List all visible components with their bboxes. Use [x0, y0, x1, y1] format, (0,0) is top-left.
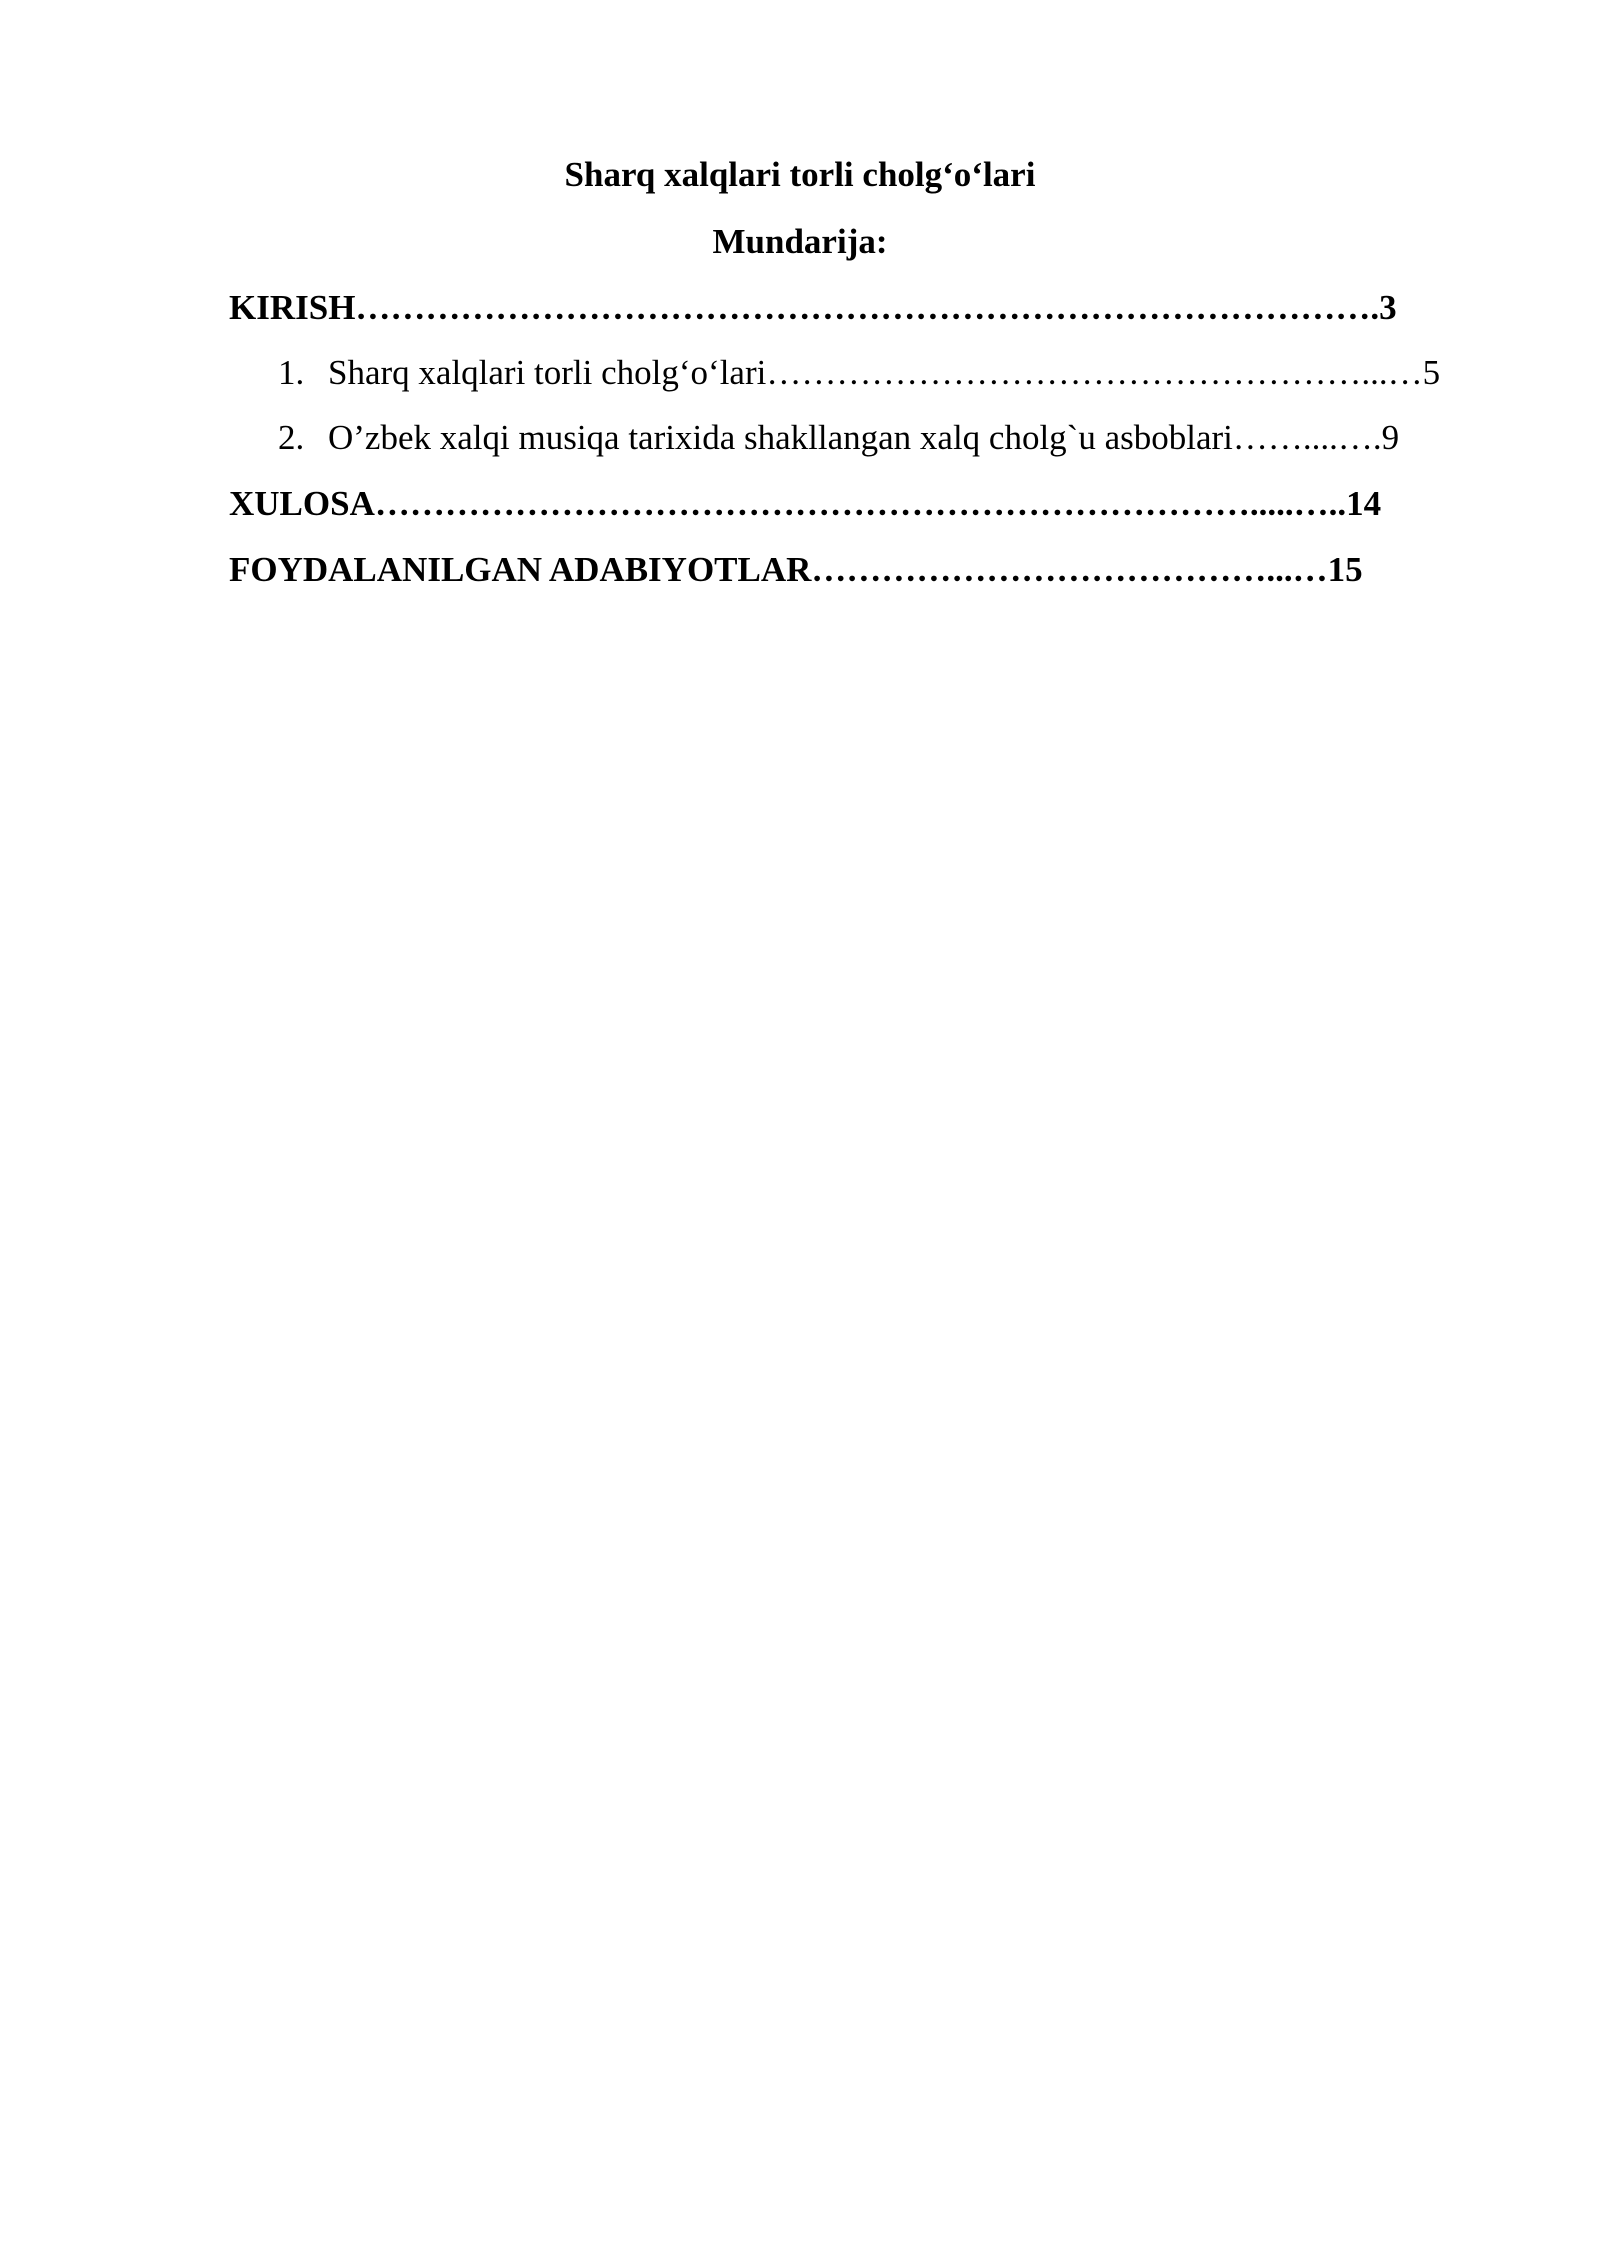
toc-entry-chapter-2: [278, 418, 1399, 458]
toc-entry-references: FOYDALANILGAN ADABIYOTLAR…………………………………...…15: [229, 550, 1363, 589]
toc-entry-text: Sharq xalqlari torli cholg‘o‘lari……………………………………………...…5: [328, 353, 1441, 392]
contents-heading: Mundarija:: [712, 222, 888, 261]
toc-entry-number: 1.: [278, 353, 305, 392]
toc-entry-conclusion: XULOSA………………………………………………………………….....…..14: [229, 484, 1382, 523]
toc-entry-text: O’zbek xalqi musiqa tarixida shakllangan xalq cholg`u asboblari……....….9: [328, 418, 1400, 457]
document-title: Sharq xalqlari torli cholg‘o‘lari: [564, 155, 1036, 194]
toc-entry-chapter-1: [278, 353, 1440, 393]
toc-entry-introduction: KIRISH…………………………………………………………………………….3: [229, 288, 1397, 327]
toc-entry-number: 2.: [278, 418, 305, 457]
